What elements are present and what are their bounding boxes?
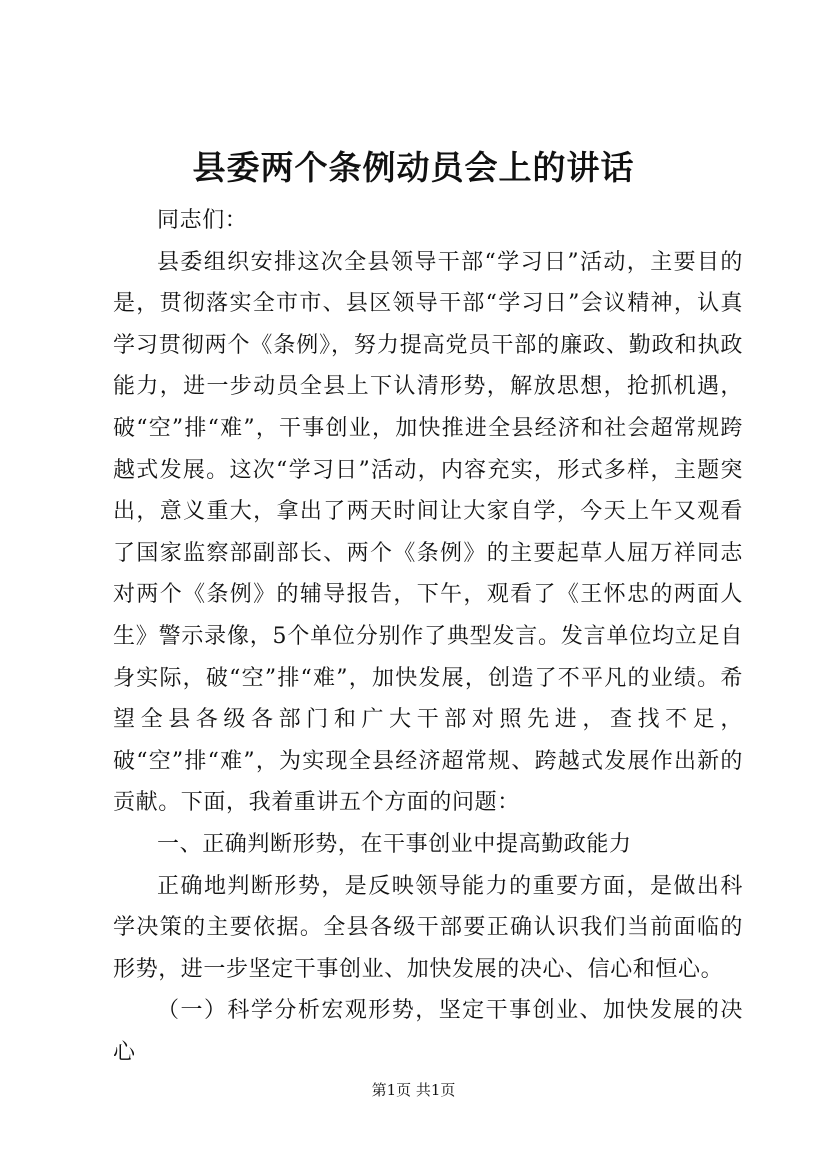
- document-body: [113, 200, 743, 1073]
- subsection-heading: （一）科学分析宏观形势，坚定干事创业、加快发展的决心: [113, 998, 743, 1065]
- document-title: 县委两个条例动员会上的讲话: [192, 148, 635, 187]
- page-number-footer: 第1页 共1页: [371, 1081, 456, 1099]
- body-paragraph: 正确地判断形势，是反映领导能力的重要方面，是做出科学决策的主要依据。全县各级干部要正确认识我们当前面临的形势，进一步坚定干事创业、加快发展的决心、信心和恒心。: [113, 873, 743, 982]
- section-heading: 一、正确判断形势，在干事创业中提高勤政能力: [157, 831, 632, 857]
- body-paragraph: 县委组织安排这次全县领导干部“学习日”活动，主要目的是，贯彻落实全市市、县区领导干部“学习日”会议精神，认真学习贯彻两个《条例》，努力提高党员干部的廉政、勤政和执政能力，进一步动员全县上下认清形势，解放思想，抢抓机遇，破“空”排“难”，干事创业，加快推进全县经济和社会超常规跨越式发展。这次“学习日”活动，内容充实，形式多样，主题突出，意义重大，拿出了两天时间让大家自学，今天上午又观看了国家监察部副部长、两个《条例》的主要起草人屈万祥同志对两个《条例》的辅导报告，下午，观看了《王怀忠的两面人生》警示录像，5个单位分别作了典型发言。发言单位均立足自身实际，破“空”排“难”，加快发展，创造了不平凡的业绩。希望全县各级各部门和广大干部对照先进，查找不足，破“空”排“难”，为实现全县经济超常规、跨越式发展作出新的贡献。下面，我着重讲五个方面的问题：: [113, 249, 743, 816]
- salutation-paragraph: 同志们：: [157, 208, 248, 233]
